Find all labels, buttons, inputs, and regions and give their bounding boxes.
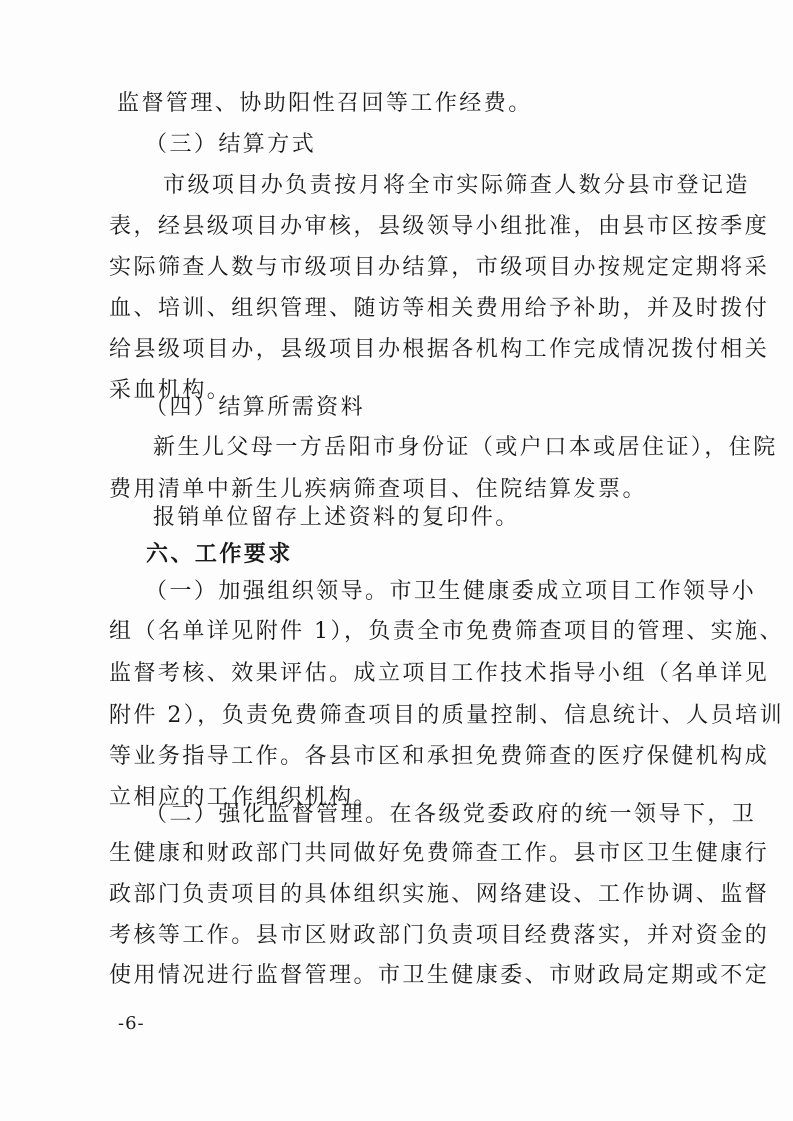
text-line: 生健康和财政部门共同做好免费筛查工作。县市区卫生健康行 bbox=[109, 841, 770, 866]
text-line: （四）结算所需资料 bbox=[145, 395, 366, 420]
text-line: 监督管理、协助阳性召回等工作经费。 bbox=[117, 91, 533, 116]
text-line: 新生儿父母一方岳阳市身份证（或户口本或居住证），住院 bbox=[153, 435, 778, 460]
text-line: （三）结算方式 bbox=[145, 132, 317, 157]
text-line: 市级项目办负责按月将全市实际筛查人数分县市登记造 bbox=[163, 173, 750, 198]
text-line: 血、培训、组织管理、随访等相关费用给予补助，并及时拨付 bbox=[109, 296, 770, 321]
text-line: 监督考核、效果评估。成立项目工作技术指导小组（名单详见 bbox=[109, 661, 770, 686]
page-number: -6- bbox=[118, 1013, 145, 1034]
text-line: 立相应的工作组织机构。 bbox=[109, 785, 378, 810]
text-line: 政部门负责项目的具体组织实施、网络建设、工作协调、监督 bbox=[109, 882, 770, 907]
text-line: 附件 2），负责免费筛查项目的质量控制、信息统计、人员培训 bbox=[109, 703, 785, 728]
text-line: （一）加强组织领导。市卫生健康委成立项目工作领导小 bbox=[145, 579, 757, 604]
text-line: 考核等工作。县市区财政部门负责项目经费落实，并对资金的 bbox=[109, 923, 770, 948]
text-line: 六、工作要求 bbox=[146, 542, 293, 567]
text-line: 表，经县级项目办审核，县级领导小组批准，由县市区按季度 bbox=[109, 214, 770, 239]
text-line: 给县级项目办，县级项目办根据各机构工作完成情况拨付相关 bbox=[109, 337, 770, 362]
text-line: 费用清单中新生儿疾病筛查项目、住院结算发票。 bbox=[109, 477, 647, 502]
text-line: 采血机构。 bbox=[109, 378, 232, 403]
text-line: 报销单位留存上述资料的复印件。 bbox=[153, 505, 520, 530]
text-line: 组（名单详见附件 1），负责全市免费筛查项目的管理、实施、 bbox=[109, 619, 785, 644]
text-line: 使用情况进行监督管理。市卫生健康委、市财政局定期或不定 bbox=[109, 963, 770, 988]
text-line: 等业务指导工作。各县市区和承担免费筛查的医疗保健机构成 bbox=[109, 744, 770, 769]
text-line: 实际筛查人数与市级项目办结算，市级项目办按规定定期将采 bbox=[109, 255, 770, 280]
text-line: （二）强化监督管理。在各级党委政府的统一领导下，卫 bbox=[145, 802, 757, 827]
